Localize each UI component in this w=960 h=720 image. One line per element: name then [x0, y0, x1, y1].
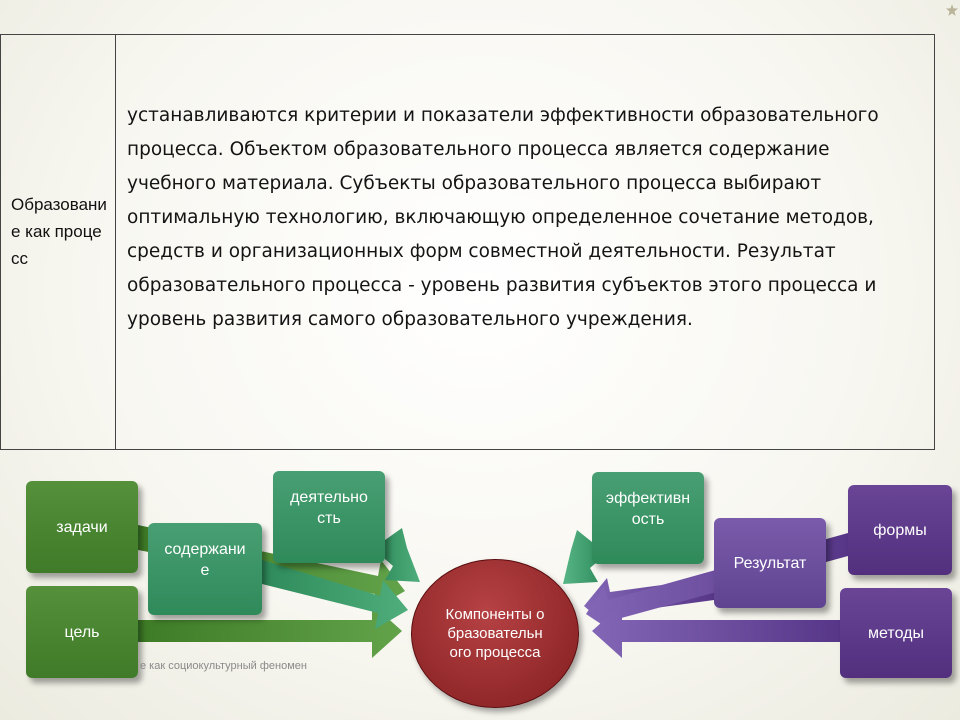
node-effektivnost — [592, 472, 704, 564]
table-right-cell-text: устанавливаются критерии и показатели эффективности образовательного процесса. Объектом образовательного процесса является содержание учебного материала. Субъекты образовательного процесса выбирают оптимальную технологию, включающую определенное сочетание методов, средств и организационных форм совместной деятельности. Результат образовательного процесса - уровень развития субъектов этого процесса и уровень развития самого образовательного учреждения. — [127, 105, 879, 330]
node-tsel-label: цель — [64, 623, 100, 641]
node-rezultat-label: Результат — [733, 554, 807, 572]
node-soderzhanie-label: содержание — [164, 541, 246, 579]
node-soderzhanie — [148, 523, 262, 615]
node-metody-label: методы — [868, 624, 924, 642]
node-tsel — [26, 586, 138, 678]
node-zadachi — [26, 481, 138, 573]
node-formy — [848, 485, 952, 575]
footer-text: е как социокультурный феномен — [140, 660, 307, 672]
node-center — [411, 559, 579, 708]
node-deyatelnost — [273, 471, 385, 563]
node-deyatelnost-label: деятельность — [290, 489, 368, 527]
node-rezultat — [714, 518, 826, 608]
node-formy-label: формы — [873, 521, 927, 539]
node-center-label: Компоненты образовательного процесса — [445, 606, 545, 661]
table-left-cell-text: Образование как процесс — [11, 194, 107, 268]
node-effektivnost-label: эффективность — [605, 490, 691, 528]
node-metody — [840, 588, 952, 678]
node-zadachi-label: задачи — [56, 518, 108, 536]
